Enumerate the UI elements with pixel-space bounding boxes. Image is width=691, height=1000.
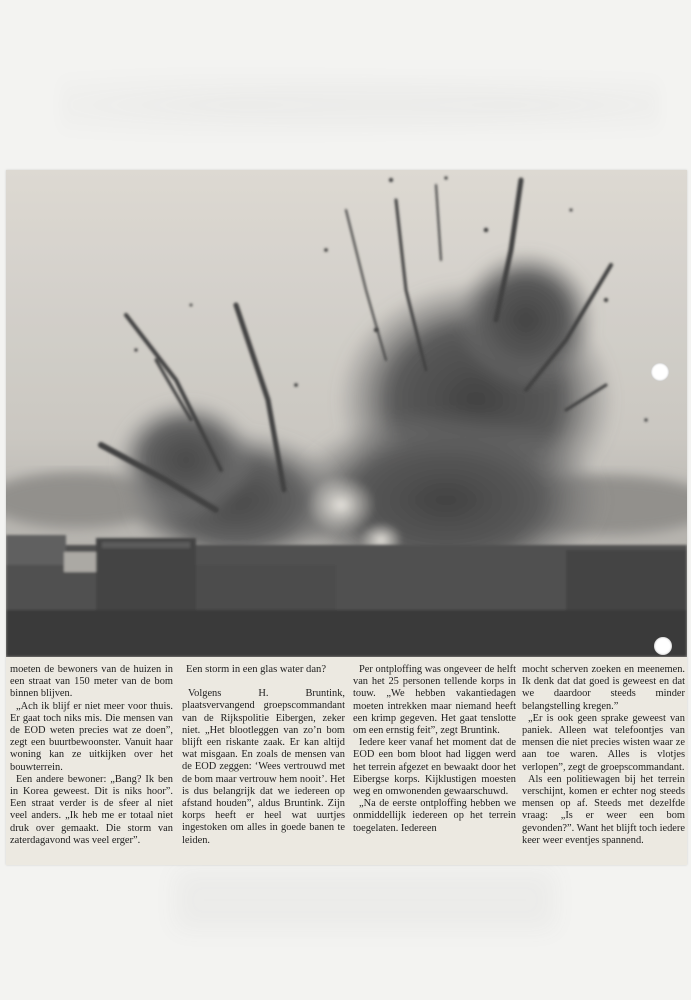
paragraph: Een andere bewoner: „Bang? Ik ben in Korea geweest. Dit is niks hoor”. Een straat verder is de sfeer al niet veel anders. „Ik heb me er totaal niet druk over gemaakt. Die storm van zaterdagavond was veel erger”. (10, 773, 173, 846)
paragraph: Per ontploffing was ongeveer de helft van het 25 personen tellende korps in touw. „We hebben vakantiedagen moeten intrekken maar niemand heeft een krimp gegeven. Het gaat tenslotte om een ernstig feit”, zegt Bruntink. (353, 664, 516, 737)
paragraph: Als een politiewagen bij het terrein verschijnt, komen er echter nog steeds mensen op af. Steeds met dezelfde vraag: „Is er weer een bom gevonden?”. Want het blijft toch iedere keer weer eventjes spannend. (522, 773, 685, 846)
article-body (10, 664, 683, 864)
show-through-bottom (175, 870, 555, 930)
punch-hole-lower (654, 637, 672, 655)
paragraph: „Er is ook geen sprake geweest van paniek. Alleen wat telefoontjes van mensen die niet precies wisten waar ze aan toe waren. Alles is vlotjes verlopen”, zegt de groepscommandant. (522, 712, 685, 773)
paragraph: Volgens H. Bruntink, plaatsvervangend groepscommandant van de Rijkspolitie Eibergen, zeker niet. „Het blootleggen van zo’n bom blijft een riskante zaak. Er kan altijd wat misgaan. En zoals de mensen van de EOD zeggen: ‘Wees vertrouwd met de bom maar vertrouw hem nooit’. Het is dus belangrijk dat we iedereen op afstand houden”, aldus Bruntink. Zijn korps heeft er heel wat uurtjes ingestoken om alles in goede banen te leiden. (182, 688, 345, 846)
paragraph: Iedere keer vanaf het moment dat de EOD een bom bloot had liggen werd het terrein afgezet en bewaakt door het Eibergse korps. Kijklustigen moesten weg en omwonenden gewaarschuwd. (353, 737, 516, 798)
show-through-top (60, 60, 660, 150)
paragraph: „Na de eerste ontploffing hebben we onmiddellijk iedereen op het terrein toegelaten. Iedereen (353, 798, 516, 834)
newspaper-clipping (6, 170, 687, 865)
paragraph: moeten de bewoners van de huizen in een straat van 150 meter van de bom binnen blijven. (10, 664, 173, 700)
paragraph: „Ach ik blijf er niet meer voor thuis. Er gaat toch niks mis. Die mensen van de EOD weten precies wat ze doen”, zegt een buurtbewoonster. Vanuit haar woning kan ze uitkijken over het bouwterrein. (10, 700, 173, 773)
article-subheading: Een storm in een glas water dan? (186, 664, 327, 675)
article-column-3 (353, 664, 516, 864)
article-column-4 (522, 664, 685, 864)
punch-hole-upper (651, 363, 669, 381)
paragraph: mocht scherven zoeken en meenemen. Ik denk dat dat goed is geweest en dat we daardoor steeds minder belangstelling kregen.” (522, 664, 685, 712)
article-column-1 (10, 664, 173, 864)
explosion-photo (6, 170, 687, 657)
article-column-2 (182, 664, 345, 864)
